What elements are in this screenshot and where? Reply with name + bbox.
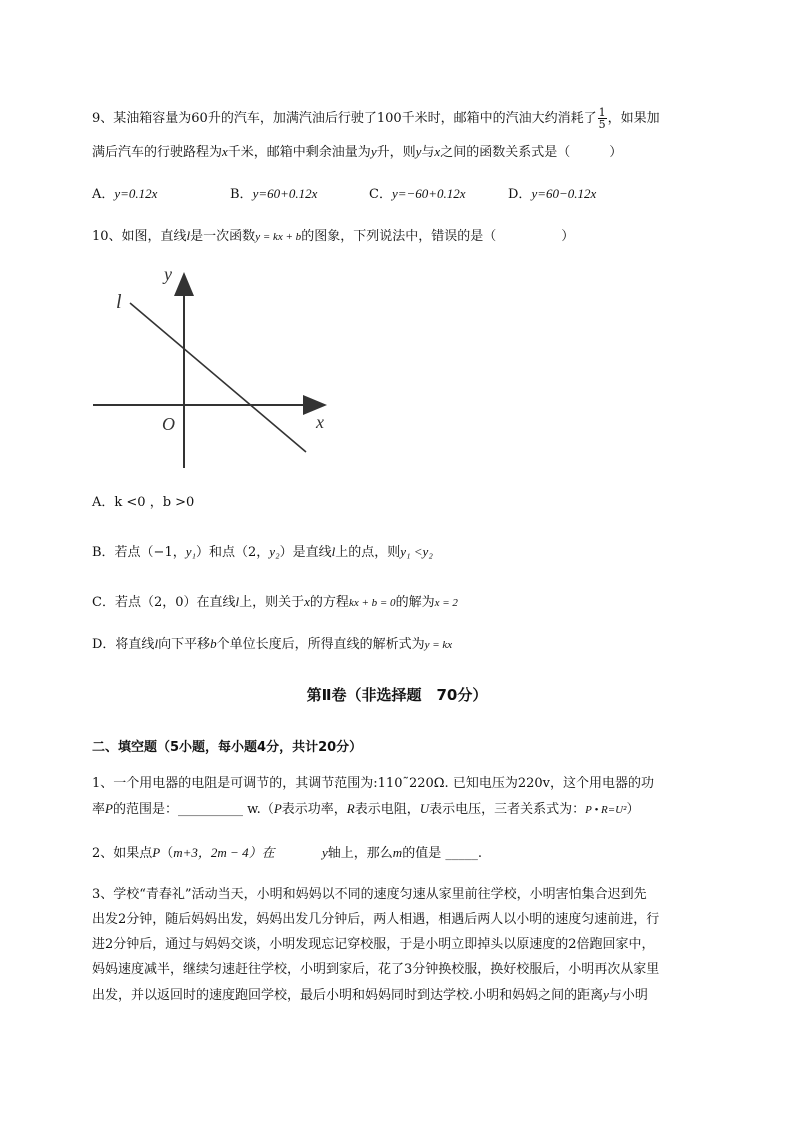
q9-text: ，如果加 <box>607 111 660 126</box>
option-text: D．将直线 <box>92 637 155 652</box>
option-text: 上的点，则 <box>335 545 401 560</box>
fraction-denominator: 5 <box>598 118 606 131</box>
option-expr: y=60−0.12x <box>531 186 597 201</box>
solution: x = 2 <box>434 597 458 609</box>
f3-text: 进2分钟后，通过与妈妈交谈，小明发现忘记穿校服，于是小明立即掉头以原速度的2倍跑回家中， <box>92 937 655 952</box>
option-text: A．k <0 ，b >0 <box>92 495 195 510</box>
var-y: y <box>603 987 609 1002</box>
var-y: y <box>370 144 377 159</box>
q10-option-d[interactable] <box>92 635 742 654</box>
option-text: C．若点（2，0）在直线 <box>92 595 236 610</box>
f3-line-5 <box>92 986 648 1005</box>
f1-text: 表示电压，三者关系式为： <box>429 802 586 817</box>
var-P: P <box>105 801 113 816</box>
f2-expr: m+3，2m − 4）在 <box>173 845 275 860</box>
f3-text: 出发，并以返回时的速度跑回学校，最后小明和妈妈同时到达学校.小明和妈妈之间的距离 <box>92 988 604 1003</box>
f1-text: 的范围是：__________ w.（ <box>112 802 274 817</box>
section-2-heading: 二、填空题（5小题，每小题4分，共计20分） <box>92 740 363 755</box>
equation: kx + b = 0 <box>348 597 396 609</box>
q9-option-b[interactable] <box>230 185 317 204</box>
function-expr: y = kx + b <box>255 231 302 243</box>
var-y1: y₁ <box>185 544 197 559</box>
option-expr: y₁ <y₂ <box>400 544 433 559</box>
f1-text: 1、一个用电器的电阻是可调节的，其调节范围为:110˜220Ω. 已知电压为220v，这个用电器的功 <box>92 776 654 791</box>
var-P: P <box>152 845 161 860</box>
f3-line-3 <box>92 936 655 954</box>
option-text: ）是直线 <box>279 545 332 560</box>
var-x: x <box>304 594 310 609</box>
q9-option-a[interactable] <box>92 185 157 204</box>
f1-line-1 <box>92 775 654 793</box>
var-l: l <box>235 594 240 609</box>
f3-line-2 <box>92 911 659 929</box>
q9-text: 千米，邮箱中剩余油量为 <box>227 145 371 160</box>
fill-question-2-rest <box>322 844 742 863</box>
option-expr: y = kx <box>424 639 453 651</box>
q10-graph <box>88 258 338 473</box>
option-text: 向下平移 <box>158 637 211 652</box>
f1-text: 率 <box>92 802 106 817</box>
option-label: B． <box>230 187 253 202</box>
option-text: 上，则关于 <box>239 595 305 610</box>
formula: P • R=U² <box>585 804 627 816</box>
q9-fraction <box>598 107 607 130</box>
f3-text: 妈妈速度减半，继续匀速赶往学校，小明到家后，花了3分钟换校服，换好校服后，小明再次从家里 <box>92 962 660 977</box>
part-2-title: 第Ⅱ卷（非选择题 70分） <box>306 686 488 704</box>
q9-text: 升，则 <box>376 145 416 160</box>
q10-option-c[interactable] <box>92 593 742 612</box>
f1-text: ） <box>626 802 640 817</box>
f2-text: 轴上，那么 <box>327 846 393 861</box>
option-expr: y=0.12x <box>114 186 158 201</box>
f3-line-4 <box>92 961 659 979</box>
q10-option-a[interactable] <box>92 494 742 512</box>
f2-text: 的值是 _____. <box>402 846 482 861</box>
option-expr: y=−60+0.12x <box>391 186 466 201</box>
var-y2: y₂ <box>269 544 280 559</box>
f1-text: 表示功率， <box>281 802 347 817</box>
option-text: B．若点（−1， <box>92 545 186 560</box>
var-U: U <box>419 801 430 816</box>
option-label: D． <box>508 187 532 202</box>
var-x: x <box>222 144 228 159</box>
axis-label-y: y <box>164 264 172 284</box>
q9-text: 之间的函数关系式是（ ） <box>440 145 623 160</box>
q10-option-b[interactable] <box>92 543 742 562</box>
f3-line-1 <box>92 886 647 904</box>
f3-text: 3、学校“青春礼”活动当天，小明和妈妈以不同的速度匀速从家里前往学校，小明害怕集合迟到先 <box>92 887 647 902</box>
var-y: y <box>415 144 422 159</box>
option-text: 的方程 <box>309 595 349 610</box>
option-expr: y=60+0.12x <box>252 186 318 201</box>
q10-text: 是一次函数 <box>190 229 256 244</box>
option-text: ）和点（2， <box>196 545 270 560</box>
q10-text: 的图象，下列说法中，错误的是（ ） <box>301 229 575 244</box>
option-label: A． <box>92 187 115 202</box>
f3-text: 出发2分钟，随后妈妈出发，妈妈出发几分钟后，两人相遇，相遇后两人以小明的速度匀速前进，行 <box>92 912 660 927</box>
q9-text: 与 <box>421 145 435 160</box>
q9-text: 9、某油箱容量为60升的汽车，加满汽油后行驶了100千米时，邮箱中的汽油大约消耗了 <box>92 111 597 126</box>
option-label: C． <box>369 187 392 202</box>
q10-text: 10、如图，直线 <box>92 229 187 244</box>
line-label: l <box>116 291 122 313</box>
q9-line-2 <box>92 143 622 162</box>
f2-text: （ <box>160 846 174 861</box>
q9-text: 满后汽车的行驶路程为 <box>92 145 223 160</box>
q10-stem <box>92 227 574 246</box>
line-l <box>130 303 306 452</box>
f3-text: 与小明 <box>608 988 648 1003</box>
var-y: y <box>322 845 328 860</box>
var-R: R <box>346 801 355 816</box>
axis-label-x: x <box>316 412 324 432</box>
var-x: x <box>434 144 441 159</box>
option-text: 个单位长度后，所得直线的解析式为 <box>216 637 425 652</box>
option-text: 的解为 <box>395 595 435 610</box>
var-l: l <box>154 636 159 651</box>
var-b: b <box>210 636 217 651</box>
q9-line-1 <box>92 107 660 130</box>
var-P: P <box>273 801 282 816</box>
var-m: m <box>392 845 403 860</box>
f1-text: 表示电阻， <box>354 802 420 817</box>
fraction-numerator: 1 <box>598 106 606 119</box>
f1-line-2 <box>92 800 639 819</box>
q9-option-c[interactable] <box>369 185 466 204</box>
var-l: l <box>186 228 191 243</box>
origin-label: O <box>162 414 175 434</box>
f2-text: 2、如果点 <box>92 846 153 861</box>
var-l: l <box>331 544 336 559</box>
q9-option-d[interactable] <box>508 185 596 204</box>
